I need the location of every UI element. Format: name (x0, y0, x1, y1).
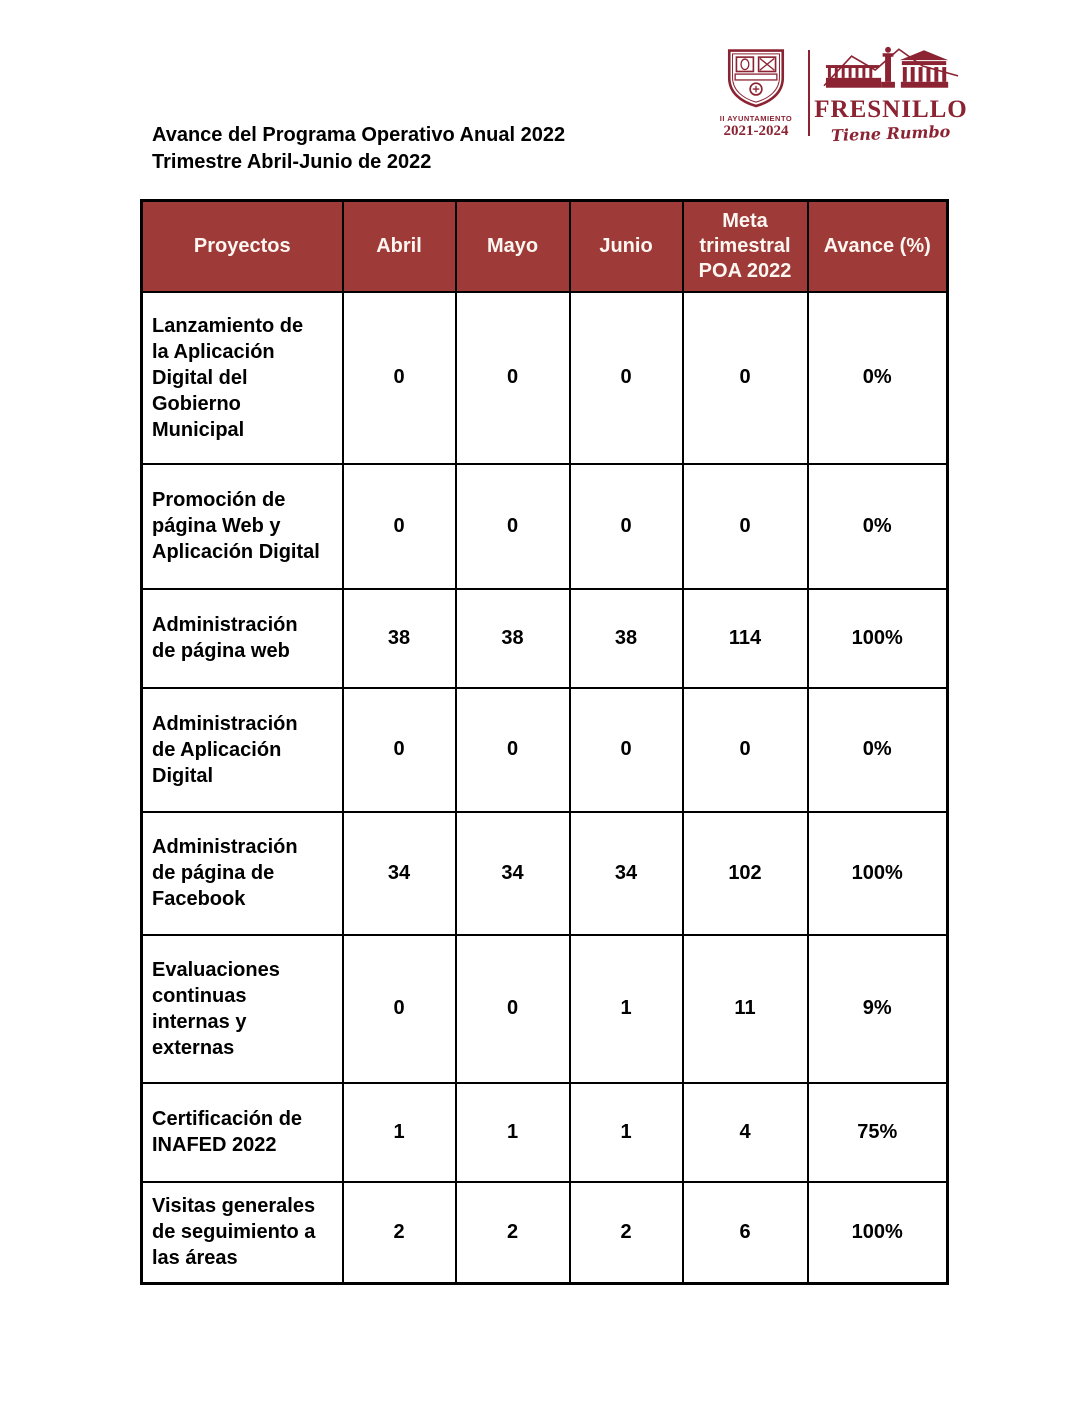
logo-divider (808, 50, 810, 136)
cell-mayo: 34 (456, 812, 570, 935)
cell-meta: 0 (683, 688, 808, 812)
cell-avance: 100% (808, 1182, 948, 1284)
cell-mayo: 1 (456, 1083, 570, 1182)
cell-proyecto: Evaluaciones continuas internas y externas (142, 935, 343, 1083)
cell-avance: 9% (808, 935, 948, 1083)
table-row (142, 688, 948, 812)
cell-mayo: 2 (456, 1182, 570, 1284)
cell-avance: 0% (808, 688, 948, 812)
cell-junio: 34 (570, 812, 683, 935)
cell-avance: 0% (808, 292, 948, 464)
cell-mayo: 38 (456, 589, 570, 688)
cell-abril: 38 (343, 589, 456, 688)
cell-avance: 0% (808, 464, 948, 589)
cell-mayo: 0 (456, 292, 570, 464)
cell-abril: 1 (343, 1083, 456, 1182)
cell-avance: 100% (808, 812, 948, 935)
column-header-avance: Avance (%) (808, 201, 948, 292)
crest-caption: II AYUNTAMIENTO (719, 113, 793, 123)
table-row (142, 1182, 948, 1284)
crest-shield-icon (722, 48, 790, 113)
document-title (152, 122, 565, 176)
column-header-junio: Junio (570, 201, 683, 292)
table-row (142, 464, 948, 589)
title-line-2: Trimestre Abril-Junio de 2022 (152, 151, 432, 173)
crest-years: 2021-2024 (723, 122, 789, 139)
cell-junio: 0 (570, 688, 683, 812)
cell-mayo: 0 (456, 688, 570, 812)
cell-junio: 0 (570, 292, 683, 464)
wordmark-block (814, 44, 968, 145)
city-name: FRESNILLO (814, 95, 968, 123)
cell-abril: 2 (343, 1182, 456, 1284)
cell-proyecto: Visitas generales de seguimiento a las áreas (142, 1182, 343, 1284)
cell-proyecto: Lanzamiento de la Aplicación Digital del Gobierno Municipal (142, 292, 343, 464)
cell-proyecto: Administración de Aplicación Digital (142, 688, 343, 812)
cell-junio: 0 (570, 464, 683, 589)
skyline-icon (822, 44, 960, 99)
cell-junio: 1 (570, 1083, 683, 1182)
table-row (142, 1083, 948, 1182)
fresnillo-logo (710, 42, 968, 145)
cell-proyecto: Administración de página web (142, 589, 343, 688)
column-header-abril: Abril (343, 201, 456, 292)
cell-abril: 0 (343, 464, 456, 589)
cell-meta: 6 (683, 1182, 808, 1284)
cell-junio: 38 (570, 589, 683, 688)
cell-meta: 0 (683, 464, 808, 589)
table-row (142, 589, 948, 688)
cell-meta: 114 (683, 589, 808, 688)
cell-mayo: 0 (456, 464, 570, 589)
column-header-mayo: Mayo (456, 201, 570, 292)
cell-abril: 0 (343, 688, 456, 812)
cell-proyecto: Promoción de página Web y Aplicación Digital (142, 464, 343, 589)
table-header-row (142, 201, 948, 292)
cell-junio: 1 (570, 935, 683, 1083)
logo-tagline: Tiene Rumbo (831, 121, 951, 145)
table-row (142, 935, 948, 1083)
column-header-meta-trimestral: Meta trimestral POA 2022 (683, 201, 808, 292)
cell-junio: 2 (570, 1182, 683, 1284)
cell-proyecto: Certificación de INAFED 2022 (142, 1083, 343, 1182)
table-row (142, 812, 948, 935)
cell-mayo: 0 (456, 935, 570, 1083)
cell-proyecto: Administración de página de Facebook (142, 812, 343, 935)
poa-progress-table (140, 199, 949, 1285)
table-row (142, 292, 948, 464)
cell-avance: 100% (808, 589, 948, 688)
cell-meta: 4 (683, 1083, 808, 1182)
cell-meta: 0 (683, 292, 808, 464)
crest-block (710, 48, 802, 139)
title-line-1: Avance del Programa Operativo Anual 2022 (152, 124, 566, 146)
cell-avance: 75% (808, 1083, 948, 1182)
column-header-proyectos: Proyectos (142, 201, 343, 292)
cell-meta: 102 (683, 812, 808, 935)
cell-meta: 11 (683, 935, 808, 1083)
cell-abril: 34 (343, 812, 456, 935)
cell-abril: 0 (343, 292, 456, 464)
cell-abril: 0 (343, 935, 456, 1083)
